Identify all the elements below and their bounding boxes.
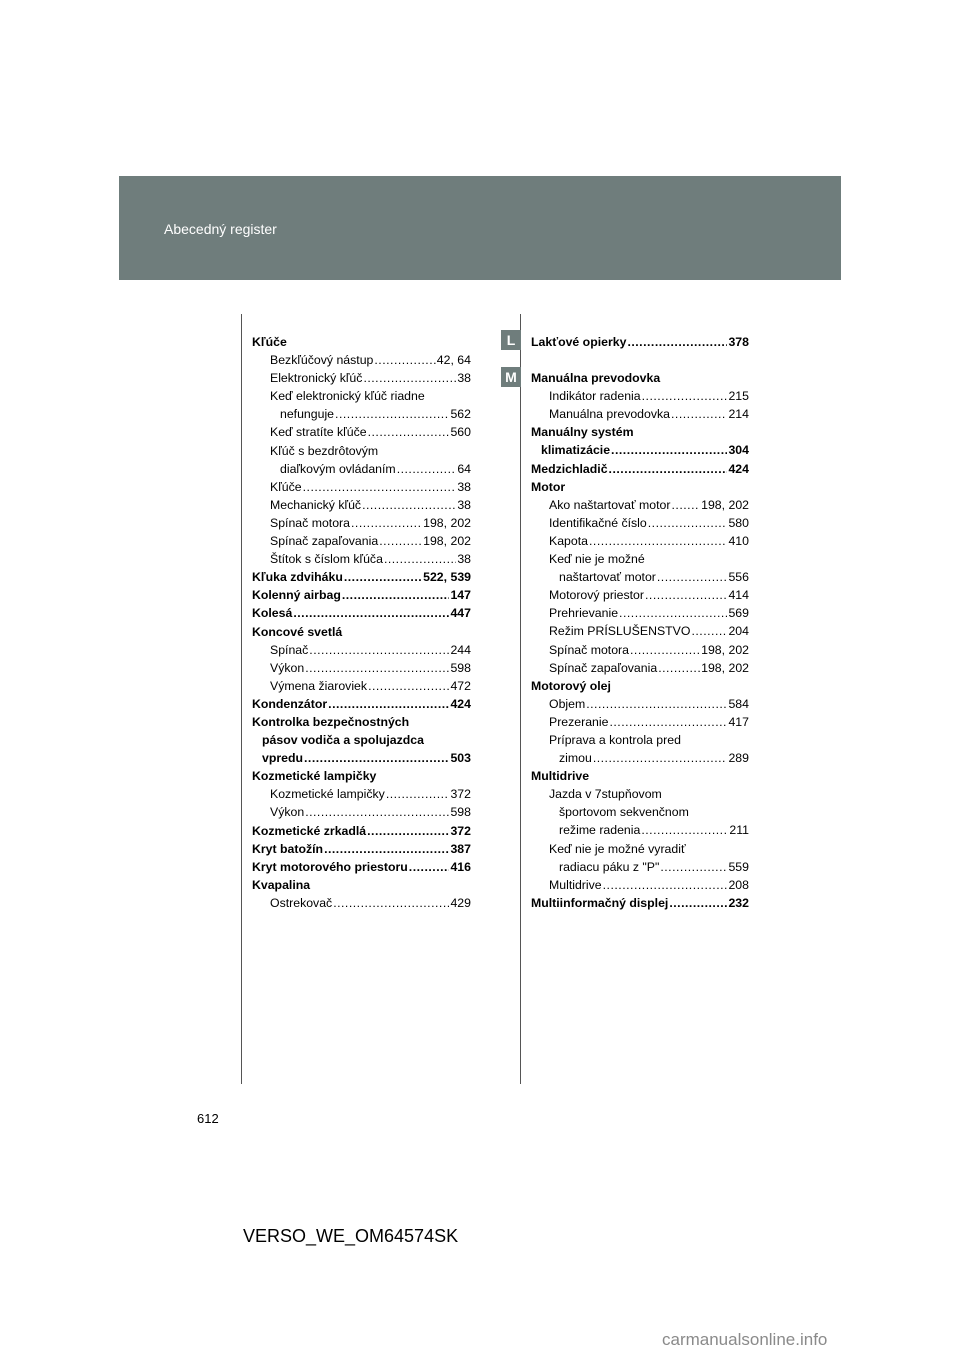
- index-entry-label: Príprava a kontrola pred: [549, 732, 681, 747]
- index-entry: [531, 441, 749, 459]
- index-entry-page[interactable]: 417: [728, 714, 749, 729]
- index-entry-page[interactable]: 560: [450, 425, 471, 440]
- dot-leader: [589, 532, 727, 550]
- index-entry: [252, 496, 471, 514]
- index-entry-label: Jazda v 7stupňovom: [549, 787, 662, 802]
- watermark: carmanualsonline.info: [662, 1330, 828, 1349]
- index-entry-label: pásov vodiča a spolujazdca: [262, 733, 424, 748]
- index-entry: [531, 622, 749, 640]
- index-entry-page[interactable]: 562: [450, 407, 471, 422]
- index-entry-label: Kapota: [549, 533, 588, 548]
- dot-leader: [630, 641, 700, 659]
- dot-leader: [368, 423, 450, 441]
- index-entry-page[interactable]: 198, 202: [701, 660, 749, 675]
- index-entry: [252, 333, 471, 351]
- dot-leader: [691, 622, 727, 640]
- index-entry: [531, 803, 749, 821]
- dot-leader: [303, 478, 457, 496]
- index-entry-label: Manuálna prevodovka: [549, 407, 670, 422]
- dot-leader: [328, 695, 449, 713]
- index-entry-page[interactable]: 289: [728, 751, 749, 766]
- index-entry-page[interactable]: 244: [450, 642, 471, 657]
- index-entry: [252, 822, 471, 840]
- index-entry-page[interactable]: 372: [450, 787, 471, 802]
- dot-leader: [641, 821, 728, 839]
- index-entry-label: Spínač motora: [549, 642, 629, 657]
- column-divider-middle: [520, 314, 521, 1084]
- index-entry-page[interactable]: 387: [450, 841, 471, 856]
- index-entry-page[interactable]: 38: [457, 479, 471, 494]
- index-entry: [531, 604, 749, 622]
- dot-leader: [386, 785, 450, 803]
- index-entry: [252, 785, 471, 803]
- dot-leader: [379, 532, 422, 550]
- index-entry-page[interactable]: 215: [728, 389, 749, 404]
- section-gap: [531, 351, 749, 369]
- dot-leader: [586, 695, 727, 713]
- index-entry: [252, 405, 471, 423]
- index-entry-label: Keď elektronický kľúč riadne: [270, 389, 425, 404]
- index-entry-label: Kondenzátor: [252, 696, 328, 711]
- index-entry: [252, 840, 471, 858]
- index-entry: [252, 623, 471, 641]
- column-divider-left: [241, 314, 242, 1084]
- index-entry: [252, 876, 471, 894]
- index-entry-label: Manuálna prevodovka: [531, 371, 661, 386]
- index-entry-label: Kozmetické lampičky: [270, 787, 385, 802]
- dot-leader: [611, 441, 727, 459]
- dot-leader: [351, 514, 422, 532]
- dot-leader: [305, 659, 449, 677]
- index-entry-label: Motorový olej: [531, 678, 611, 693]
- index-entry: [531, 785, 749, 803]
- index-entry: [252, 641, 471, 659]
- index-entry-label: Motorový priestor: [549, 588, 644, 603]
- index-entry: [252, 550, 471, 568]
- index-entry: [531, 731, 749, 749]
- index-entry: [531, 659, 749, 677]
- index-entry-label: vpredu: [262, 751, 303, 766]
- index-entry: [531, 858, 749, 876]
- index-entry-label: Kvapalina: [252, 877, 311, 892]
- index-entry-page[interactable]: 211: [729, 823, 749, 838]
- index-entry-page[interactable]: 378: [728, 335, 749, 349]
- index-entry: [531, 550, 749, 568]
- index-entry: [252, 478, 471, 496]
- index-entry-label: režime radenia: [559, 823, 641, 838]
- index-entry-label: naštartovať motor: [559, 570, 656, 585]
- index-entry: [252, 767, 471, 785]
- index-entry-page[interactable]: 424: [728, 461, 749, 476]
- index-entry-label: Kolenný airbag: [252, 588, 341, 603]
- index-entry: [252, 442, 471, 460]
- dot-leader: [627, 333, 727, 351]
- index-column-left: [252, 333, 471, 912]
- letter-tab-m[interactable]: M: [501, 367, 521, 387]
- index-entry-page[interactable]: 198, 202: [423, 534, 471, 549]
- index-entry: [531, 749, 749, 767]
- index-entry-page[interactable]: 472: [450, 678, 471, 693]
- index-entry-page[interactable]: 372: [450, 823, 471, 838]
- dot-leader: [609, 460, 728, 478]
- index-entry-label: Režim PRÍSLUŠENSTVO: [549, 624, 691, 639]
- index-entry-page[interactable]: 598: [450, 660, 471, 675]
- index-entry: [252, 659, 471, 677]
- index-entry-page[interactable]: 559: [728, 859, 749, 874]
- index-entry-page[interactable]: 64: [457, 461, 471, 476]
- index-entry: [531, 387, 749, 405]
- index-entry: [252, 514, 471, 532]
- index-entry-page[interactable]: 208: [728, 877, 749, 892]
- index-entry-label: Bezkľúčový nástup: [270, 353, 374, 368]
- dot-leader: [374, 351, 435, 369]
- index-entry-label: zimou: [559, 751, 592, 766]
- index-entry-page[interactable]: 447: [450, 606, 471, 621]
- index-entry-page[interactable]: 569: [728, 606, 749, 621]
- index-entry-page[interactable]: 556: [728, 570, 749, 585]
- index-entry-label: Keď stratíte kľúče: [270, 425, 367, 440]
- dot-leader: [648, 514, 728, 532]
- dot-leader: [324, 840, 449, 858]
- index-entry-label: Multiinformačný displej: [531, 895, 669, 910]
- dot-leader: [619, 604, 727, 622]
- index-entry-page[interactable]: 198, 202: [701, 642, 749, 657]
- index-entry: [252, 423, 471, 441]
- index-entry-page[interactable]: 429: [450, 895, 471, 910]
- index-entry-label: Motor: [531, 479, 566, 494]
- index-entry: [531, 641, 749, 659]
- dot-leader: [363, 369, 456, 387]
- index-entry-label: Výkon: [270, 660, 305, 675]
- dot-leader: [335, 405, 449, 423]
- index-entry-label: Spínač zapaľovania: [549, 660, 658, 675]
- section-title: Abecedný register: [164, 221, 277, 237]
- index-entry-label: Kľuka zdviháku: [252, 570, 343, 585]
- index-entry-page[interactable]: 42, 64: [436, 353, 471, 368]
- dot-leader: [293, 604, 449, 622]
- index-entry-label: Manuálny systém: [531, 425, 634, 440]
- index-entry-label: Ako naštartovať motor: [549, 497, 671, 512]
- index-entry: [531, 478, 749, 496]
- dot-leader: [367, 822, 449, 840]
- index-entry-label: Kryt motorového priestoru: [252, 859, 408, 874]
- index-entry-label: Kolesá: [252, 606, 293, 621]
- index-entry: [531, 586, 749, 604]
- dot-leader: [409, 858, 450, 876]
- index-entry: [531, 894, 749, 912]
- index-entry-label: diaľkovým ovládaním: [280, 461, 396, 476]
- index-entry: [531, 460, 749, 478]
- index-entry-label: Identifikačné číslo: [549, 515, 647, 530]
- dot-leader: [384, 550, 456, 568]
- index-entry-page[interactable]: 232: [728, 895, 749, 910]
- index-entry-page[interactable]: 38: [457, 497, 471, 512]
- index-entry-page[interactable]: 214: [728, 407, 749, 422]
- index-entry-page[interactable]: 147: [450, 588, 471, 603]
- index-entry: [252, 387, 471, 405]
- index-entry-label: Výkon: [270, 805, 305, 820]
- index-entry: [252, 568, 471, 586]
- index-entry-page[interactable]: 503: [450, 751, 471, 766]
- dot-leader: [593, 749, 728, 767]
- dot-leader: [671, 405, 727, 423]
- index-entry-label: Kozmetické zrkadlá: [252, 823, 367, 838]
- dot-leader: [344, 568, 422, 586]
- index-entry-label: Výmena žiaroviek: [270, 678, 368, 693]
- index-entry: [252, 803, 471, 821]
- index-entry-label: Lakťové opierky: [531, 335, 627, 349]
- index-entry: [531, 405, 749, 423]
- index-entry: [252, 749, 471, 767]
- dot-leader: [645, 586, 727, 604]
- index-entry: [252, 713, 471, 731]
- index-entry: [531, 876, 749, 894]
- index-entry-label: Mechanický kľúč: [270, 497, 362, 512]
- dot-leader: [658, 659, 700, 677]
- index-entry-page[interactable]: 580: [728, 515, 749, 530]
- index-entry: [252, 604, 471, 622]
- index-entry-page[interactable]: 198, 202: [423, 515, 471, 530]
- index-entry-label: Medzichladič: [531, 461, 608, 476]
- index-entry-label: Indikátor radenia: [549, 389, 641, 404]
- index-entry: [252, 695, 471, 713]
- index-entry-page[interactable]: 38: [457, 552, 471, 567]
- index-entry-page[interactable]: 522, 539: [423, 570, 471, 585]
- dot-leader: [368, 677, 449, 695]
- dot-leader: [657, 568, 728, 586]
- index-entry-label: Keď nie je možné: [549, 552, 645, 567]
- index-entry-label: Prehrievanie: [549, 606, 619, 621]
- dot-leader: [672, 496, 701, 514]
- index-entry: [531, 369, 749, 387]
- index-entry: [531, 423, 749, 441]
- index-column-right: [531, 333, 749, 912]
- dot-leader: [305, 803, 449, 821]
- index-entry-page[interactable]: 598: [450, 805, 471, 820]
- index-entry: [531, 677, 749, 695]
- index-entry-label: Kľúče: [270, 479, 302, 494]
- dot-leader: [362, 496, 456, 514]
- index-entry-label: Spínač zapaľovania: [270, 534, 379, 549]
- index-entry: [252, 858, 471, 876]
- index-entry: [252, 460, 471, 478]
- document-code: VERSO_WE_OM64574SK: [243, 1226, 459, 1246]
- index-entry: [252, 351, 471, 369]
- dot-leader: [309, 641, 449, 659]
- index-entry-page[interactable]: 416: [450, 859, 471, 874]
- dot-leader: [660, 858, 727, 876]
- index-entry-label: Ostrekovač: [270, 895, 333, 910]
- index-entry-label: Spínač motora: [270, 515, 350, 530]
- index-entry-label: Štítok s číslom kľúča: [270, 552, 383, 567]
- dot-leader: [603, 876, 728, 894]
- index-entry-page[interactable]: 204: [728, 624, 749, 639]
- index-entry: [531, 767, 749, 785]
- index-entry-label: Kľúče: [252, 335, 287, 349]
- dot-leader: [304, 749, 449, 767]
- index-entry-page[interactable]: 424: [450, 696, 471, 711]
- index-entry-label: Kľúč s bezdrôtovým: [270, 443, 379, 458]
- dot-leader: [669, 894, 727, 912]
- index-entry: [531, 333, 749, 351]
- dot-leader: [397, 460, 457, 478]
- index-entry-label: Kontrolka bezpečnostných: [252, 714, 410, 729]
- index-entry-label: Prezeranie: [549, 714, 609, 729]
- index-entry-label: Koncové svetlá: [252, 624, 343, 639]
- index-entry-page[interactable]: 410: [728, 533, 749, 548]
- page-number: 612: [197, 1111, 219, 1126]
- index-entry: [252, 731, 471, 749]
- dot-leader: [342, 586, 450, 604]
- index-entry-page[interactable]: 38: [457, 371, 471, 386]
- index-entry: [252, 894, 471, 912]
- index-entry-label: Spínač: [270, 642, 309, 657]
- index-entry-page[interactable]: 414: [728, 588, 749, 603]
- index-entry-label: Multidrive: [549, 877, 602, 892]
- index-entry-label: klimatizácie: [541, 443, 611, 458]
- dot-leader: [642, 387, 728, 405]
- index-entry: [252, 677, 471, 695]
- letter-tab-l[interactable]: L: [501, 330, 521, 350]
- index-entry: [531, 840, 749, 858]
- index-entry-page[interactable]: 198, 202: [701, 497, 749, 512]
- index-entry-label: radiacu páku z "P": [559, 859, 660, 874]
- index-entry: [252, 369, 471, 387]
- index-entry-label: Multidrive: [531, 769, 590, 784]
- index-entry: [531, 713, 749, 731]
- index-entry: [531, 695, 749, 713]
- index-entry-label: nefunguje: [280, 407, 335, 422]
- index-entry-label: Objem: [549, 696, 586, 711]
- index-entry: [531, 532, 749, 550]
- index-entry: [531, 568, 749, 586]
- index-entry-page[interactable]: 584: [728, 696, 749, 711]
- index-entry: [531, 514, 749, 532]
- index-entry: [252, 532, 471, 550]
- dot-leader: [333, 894, 449, 912]
- index-entry: [252, 586, 471, 604]
- dot-leader: [609, 713, 727, 731]
- index-entry-label: športovom sekvenčnom: [559, 805, 689, 820]
- index-entry: [531, 821, 749, 839]
- index-entry-label: Kozmetické lampičky: [252, 769, 377, 784]
- index-entry-page[interactable]: 304: [728, 443, 749, 458]
- index-entry-label: Elektronický kľúč: [270, 371, 363, 386]
- index-entry-label: Kryt batožín: [252, 841, 324, 856]
- index-entry: [531, 496, 749, 514]
- index-entry-label: Keď nie je možné vyradiť: [549, 841, 686, 856]
